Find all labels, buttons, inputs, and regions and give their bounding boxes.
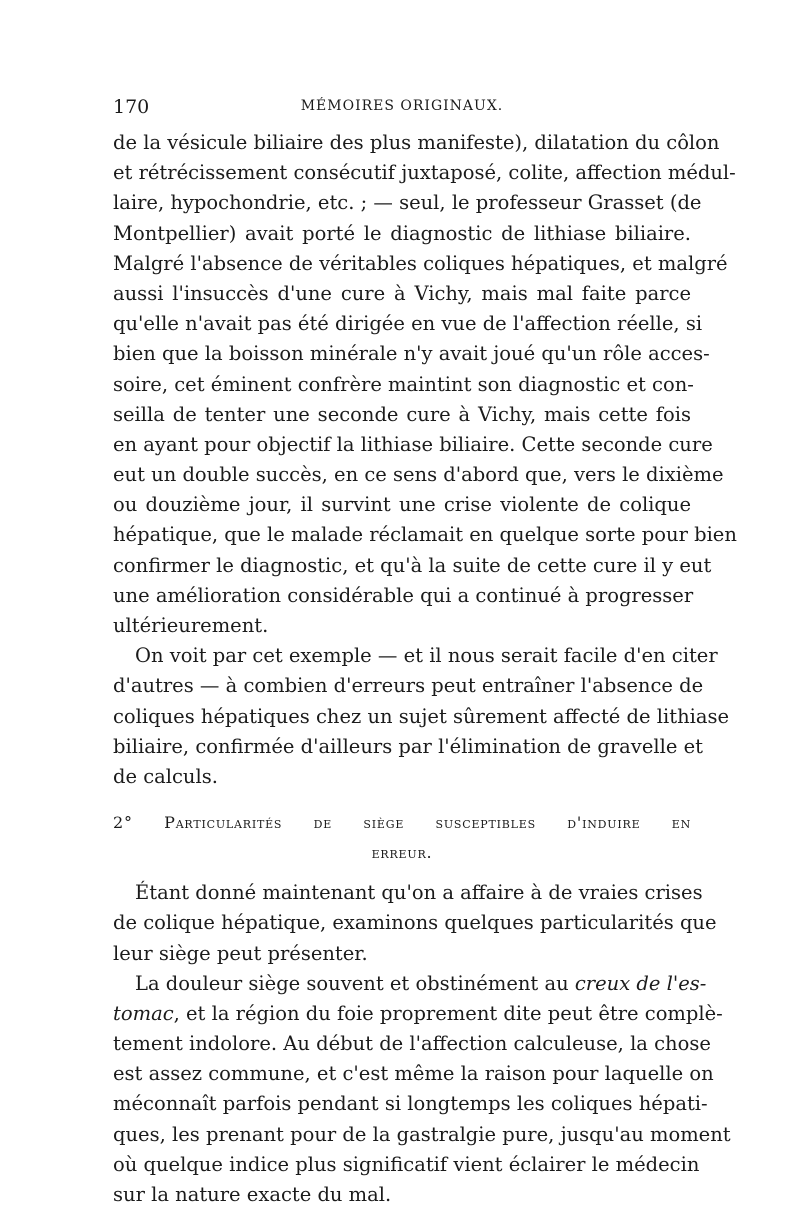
text-line: Étant donné maintenant qu'on a affaire à de vraies crises	[135, 881, 703, 905]
text-run: La douleur siège souvent et obstinément au	[135, 971, 575, 995]
text-line: coliques hépatiques chez un sujet sûrement affecté de lithiase	[113, 704, 730, 728]
text-line: en ayant pour objectif la lithiase biliaire. Cette seconde cure	[113, 432, 713, 456]
text-line: tement indolore. Au début de l'affection calculeuse, la chose	[113, 1032, 711, 1056]
text-run: , et la région du foie proprement dite peut être complè-	[173, 1001, 723, 1025]
text-line: qu'elle n'avait pas été dirigée en vue de l'affection réelle, si	[113, 312, 703, 336]
text-line: confirmer le diagnostic, et qu'à la suite de cette cure il y eut	[113, 553, 712, 577]
text-line: méconnaît parfois pendant si longtemps les coliques hépati-	[113, 1092, 708, 1116]
text-line: et rétrécissement consécutif juxtaposé, colite, affection médul-	[113, 161, 736, 185]
text-line	[113, 969, 707, 999]
emphasis-text: tomac	[113, 1001, 174, 1025]
text-line: où quelque indice plus significatif vient éclairer le médecin	[113, 1152, 700, 1176]
text-line: On voit par cet exemple — et il nous serait facile d'en citer	[135, 644, 718, 668]
text-line: soire, cet éminent confrère maintint son diagnostic et con-	[113, 372, 694, 396]
text-line: laire, hypochondrie, etc. ; — seul, le professeur Grasset (de	[113, 191, 702, 215]
text-line: aussi l'insuccès d'une cure à Vichy, mais mal faite parce	[113, 281, 691, 305]
text-line: ultérieurement.	[113, 614, 269, 637]
running-title: MÉMOIRES ORIGINAUX.	[300, 98, 504, 114]
spacer	[113, 868, 691, 878]
text-line: de calculs.	[113, 764, 218, 788]
paragraph-3	[113, 878, 717, 969]
section-heading	[113, 808, 691, 868]
text-line: est assez commune, et c'est même la raison pour laquelle on	[113, 1062, 714, 1086]
section-heading-line: 2° Particularités de siège susceptibles d'induire en	[113, 813, 691, 833]
page-number: 170	[113, 96, 150, 118]
paragraph-2	[113, 641, 730, 792]
body-text	[113, 128, 737, 1210]
spacer	[113, 792, 691, 808]
text-line: d'autres — à combien d'erreurs peut entraîner l'absence de	[113, 674, 704, 698]
text-line: leur siège peut présenter.	[113, 941, 368, 965]
text-line: eut un double succès, en ce sens d'abord que, vers le dixième	[113, 463, 724, 487]
text-line: Malgré l'absence de véritables coliques hépatiques, et malgré	[113, 251, 728, 275]
paragraph-4	[113, 969, 731, 1211]
text-line: ques, les prenant pour de la gastralgie pure, jusqu'au moment	[113, 1122, 731, 1146]
text-line: sur la nature exacte du mal.	[113, 1183, 392, 1206]
text-line: une amélioration considérable qui a continué à progresser	[113, 583, 694, 607]
emphasis-text: creux de l'es-	[574, 971, 707, 995]
text-line: bien que la boisson minérale n'y avait joué qu'un rôle acces-	[113, 342, 710, 366]
text-line: hépatique, que le malade réclamait en quelque sorte pour bien	[113, 523, 737, 547]
paragraph-1	[113, 128, 737, 641]
text-line: de la vésicule biliaire des plus manifeste), dilatation du côlon	[113, 131, 720, 154]
section-heading-line: erreur.	[371, 843, 433, 863]
text-line: Montpellier) avait porté le diagnostic de lithiase biliaire.	[113, 221, 691, 245]
running-head	[113, 96, 691, 122]
text-line: biliaire, confirmée d'ailleurs par l'élimination de gravelle et	[113, 734, 703, 758]
text-line: seilla de tenter une seconde cure à Vichy, mais cette fois	[113, 402, 691, 426]
text-line: ou douzième jour, il survint une crise violente de colique	[113, 493, 691, 517]
text-line: de colique hépatique, examinons quelques particularités que	[113, 911, 717, 935]
text-line	[113, 999, 723, 1029]
